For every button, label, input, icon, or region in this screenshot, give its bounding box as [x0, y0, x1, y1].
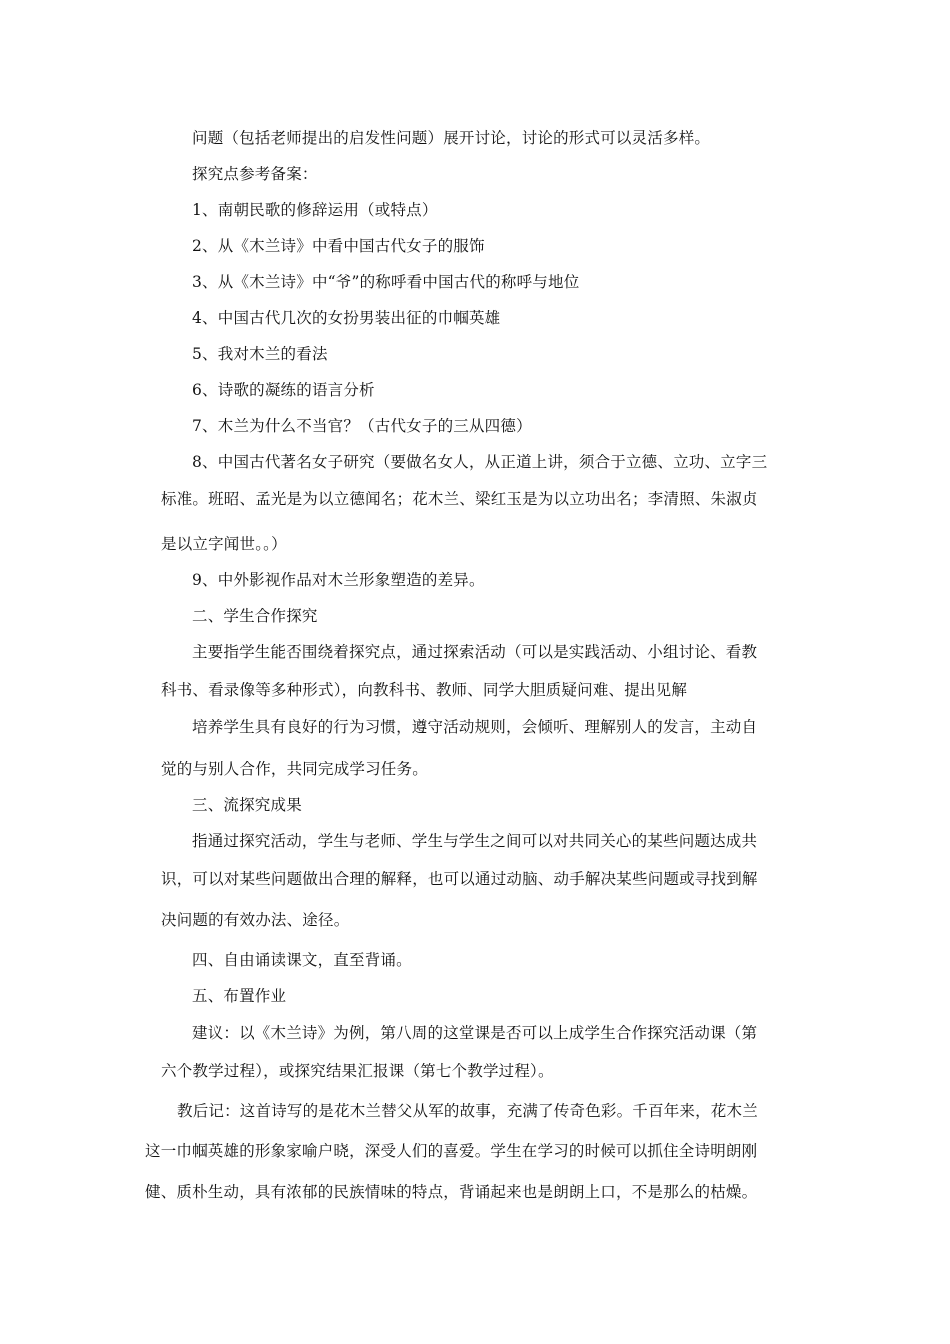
postscript-line: 教后记：这首诗写的是花木兰替父从军的故事，充满了传奇色彩。千百年来，花木兰	[177, 1102, 758, 1120]
list-item: 9、中外影视作品对木兰形象塑造的差异。	[192, 571, 485, 589]
section-heading: 二、学生合作探究	[192, 607, 318, 625]
paragraph-line: 主要指学生能否围绕着探究点，通过探索活动（可以是实践活动、小组讨论、看教	[192, 643, 758, 661]
postscript-line: 健、质朴生动，具有浓郁的民族情味的特点，背诵起来也是朗朗上口，不是那么的枯燥。	[145, 1183, 758, 1201]
section-heading: 三、流探究成果	[192, 796, 302, 814]
paragraph-line: 识，可以对某些问题做出合理的解释，也可以通过动脑、动手解决某些问题或寻找到解	[161, 870, 758, 888]
paragraph-line: 建议：以《木兰诗》为例，第八周的这堂课是否可以上成学生合作探究活动课（第	[192, 1024, 758, 1042]
section-heading: 五、布置作业	[192, 987, 287, 1005]
list-item: 5、我对木兰的看法	[192, 345, 328, 363]
list-item: 3、从《木兰诗》中“爷”的称呼看中国古代的称呼与地位	[192, 273, 580, 291]
list-item: 6、诗歌的凝练的语言分析	[192, 381, 375, 399]
list-item: 4、中国古代几次的女扮男装出征的巾帼英雄	[192, 309, 501, 327]
paragraph-line: 探究点参考备案：	[192, 165, 318, 183]
paragraph-line: 觉的与别人合作，共同完成学习任务。	[161, 760, 428, 778]
paragraph-line: 培养学生具有良好的行为习惯，遵守活动规则，会倾听、理解别人的发言，主动自	[192, 718, 758, 736]
paragraph-line: 科书、看录像等多种形式），向教科书、教师、同学大胆质疑问难、提出见解	[161, 681, 688, 699]
list-item: 2、从《木兰诗》中看中国古代女子的服饰	[192, 237, 485, 255]
paragraph-line: 问题（包括老师提出的启发性问题）展开讨论，讨论的形式可以灵活多样。	[192, 129, 711, 147]
postscript-line: 这一巾帼英雄的形象家喻户晓，深受人们的喜爱。学生在学习的时候可以抓住全诗明朗刚	[145, 1142, 758, 1160]
section-heading: 四、自由诵读课文，直至背诵。	[192, 951, 412, 969]
list-item: 1、南朝民歌的修辞运用（或特点）	[192, 201, 438, 219]
paragraph-line: 决问题的有效办法、途径。	[161, 911, 350, 929]
list-item: 8、中国古代著名女子研究（要做名女人，从正道上讲，须合于立德、立功、立字三	[192, 453, 768, 471]
paragraph-line: 是以立字闻世。。）	[161, 535, 287, 553]
paragraph-line: 六个教学过程），或探究结果汇报课（第七个教学过程）。	[161, 1062, 554, 1080]
paragraph-line: 指通过探究活动，学生与老师、学生与学生之间可以对共同关心的某些问题达成共	[192, 832, 758, 850]
paragraph-line: 标准。班昭、孟光是为以立德闻名；花木兰、梁红玉是为以立功出名；李清照、朱淑贞	[161, 490, 758, 508]
list-item: 7、木兰为什么不当官？（古代女子的三从四德）	[192, 417, 532, 435]
